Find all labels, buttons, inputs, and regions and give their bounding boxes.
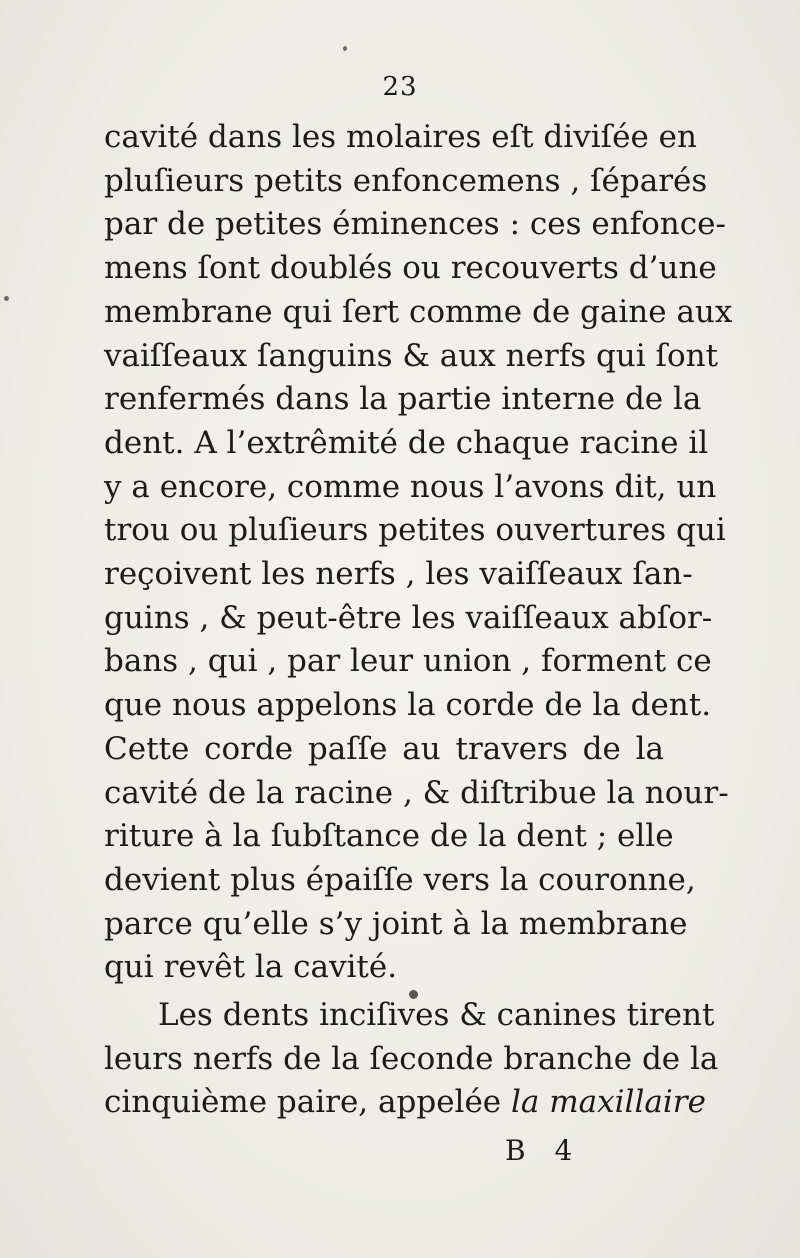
signature-mark: B 4 [505,1134,583,1167]
text-line: riture à la ſubſtance de la dent ; elle [104,818,674,855]
text-line: reçoivent les nerfs , les vaiſſeaux ſan- [104,556,693,593]
text-line: membrane qui ſert comme de gaine aux [104,293,733,330]
italic-text-run: la maxillaire [511,1084,706,1121]
paragraph-2 [104,994,719,1125]
text-line: guins , & peut-être les vaiſſeaux abſor- [104,599,713,636]
text-line: cavité dans les molaires eſt diviſée en [104,119,697,155]
text-line: devient plus épaiſſe vers la couronne, [104,861,696,898]
text-line: trou ou pluſieurs petites ouvertures qui [104,512,726,549]
text-line: par de petites éminences : ces enfonce- [104,206,726,243]
text-line: vaiſſeaux ſanguins & aux nerfs qui ſont [104,337,719,374]
ink-speck [343,46,347,51]
ink-speck [4,296,9,301]
text-line: bans , qui , par leur union , forment ce [104,643,712,680]
body-text [104,116,733,1125]
text-line: Cette corde paſſe au travers de la [104,730,664,767]
page-number: 23 [382,72,418,102]
text-line: pluſieurs petits enfoncemens , ſéparés [104,162,708,199]
text-line: renfermés dans la partie interne de la [104,381,702,418]
text-line: parce qu’elle s’y joint à la membrane [104,905,688,942]
text-line: qui revêt la cavité. [104,949,398,986]
text-run: cinquième paire, appelée [104,1084,511,1121]
text-line [104,1081,706,1125]
text-line: y a encore, comme nous l’avons dit, un [104,468,717,505]
paragraph-1 [104,116,733,990]
text-line: Les dents inciſives & canines tirent [158,997,715,1034]
text-line: que nous appelons la corde de la dent. [104,687,712,724]
text-line: mens ſont doublés ou recouverts d’une [104,250,717,287]
text-line: leurs nerfs de la ſeconde branche de la [104,1040,719,1077]
text-line: cavité de la racine , & diſtribue la nour- [104,774,729,811]
text-line: dent. A l’extrêmité de chaque racine il [104,424,709,461]
